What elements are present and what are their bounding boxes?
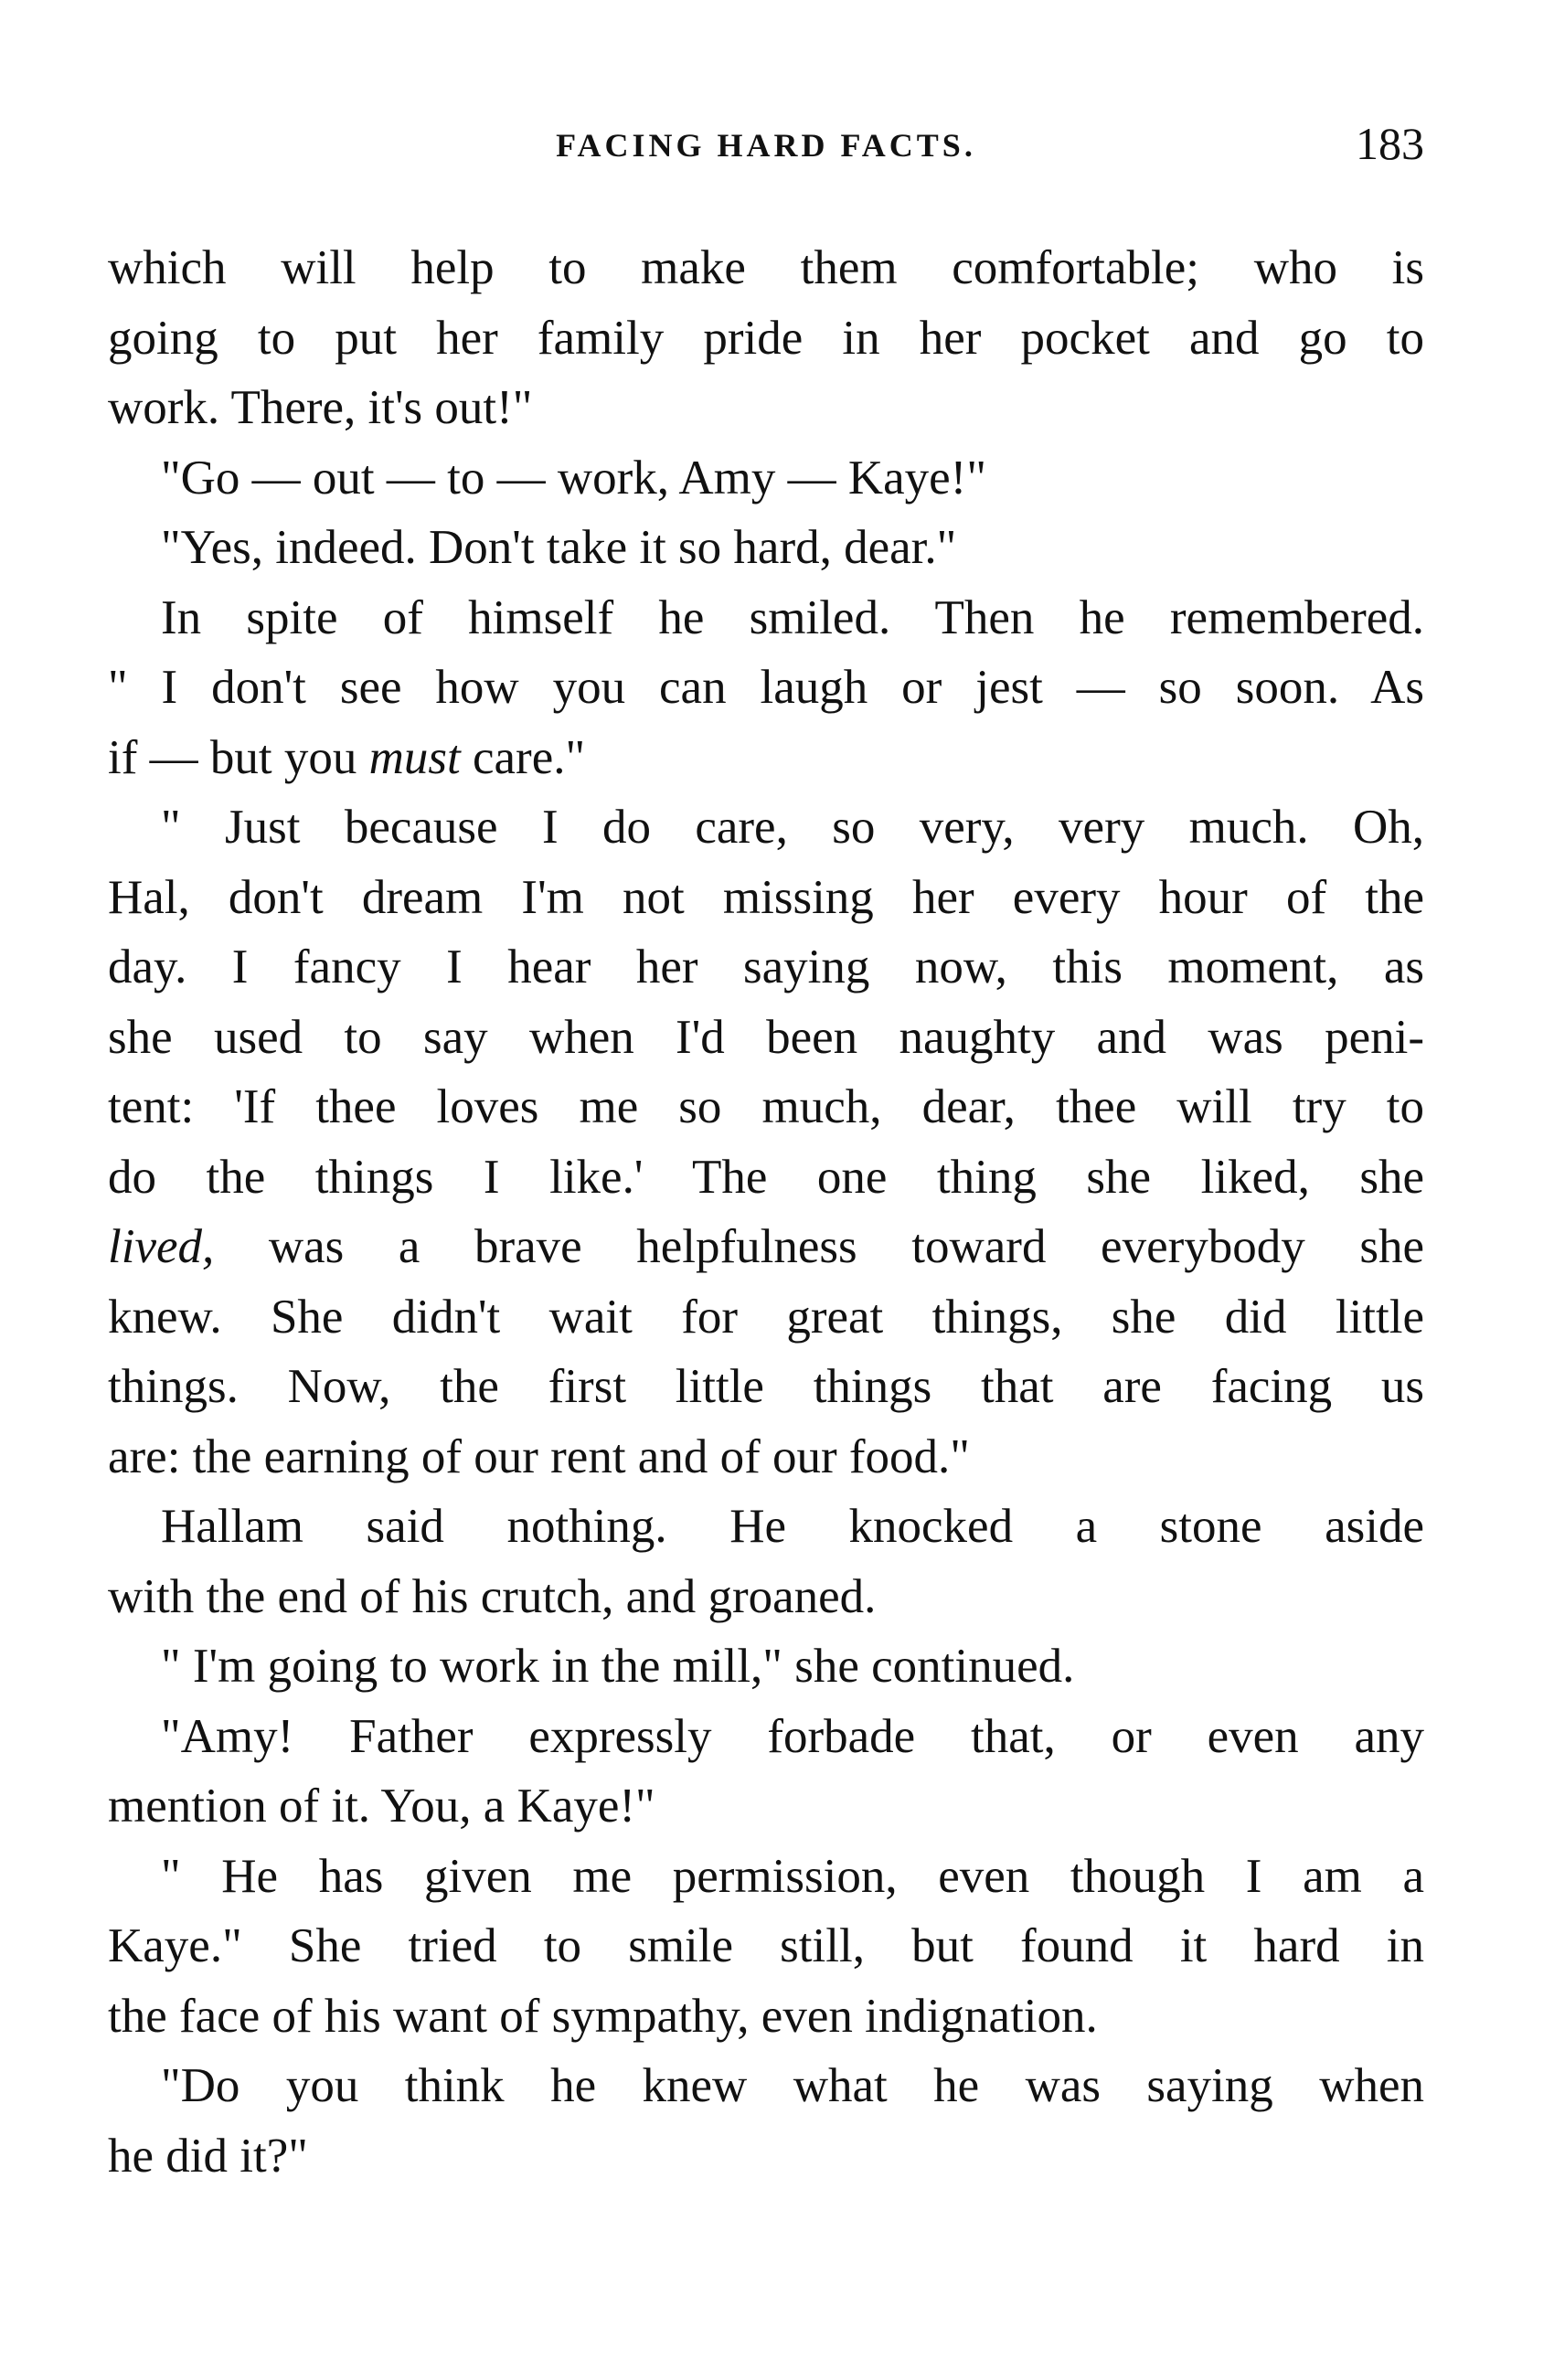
text-line: " Just because I do care, so very, very much. Oh, — [161, 801, 1424, 854]
italic-word: must — [368, 730, 461, 784]
text-line: he did it?" — [108, 2129, 308, 2183]
body-text — [108, 233, 1424, 2191]
text-line: mention of it. You, a Kaye!" — [108, 1780, 655, 1833]
text-line: Kaye." She tried to smile still, but found it hard in — [108, 1919, 1424, 1972]
text-line: "Do you think he knew what he was saying when — [161, 2059, 1424, 2112]
text-line: In spite of himself he smiled. Then he remembered. — [161, 590, 1424, 644]
text-line-with-italic — [108, 723, 1424, 793]
text-segment: if — but you — [108, 730, 369, 784]
text-line: day. I fancy I hear her saying now, this moment, as — [108, 940, 1424, 993]
page-header — [108, 117, 1424, 172]
text-line: which will help to make them comfortable; who is — [108, 241, 1424, 294]
text-segment: care." — [460, 730, 586, 784]
text-line: Hallam said nothing. He knocked a stone aside — [161, 1500, 1424, 1553]
text-line: " He has given me permission, even though I am a — [161, 1849, 1424, 1903]
text-line: " I don't see how you can laugh or jest — so soon. As — [108, 661, 1424, 714]
text-line: Hal, don't dream I'm not missing her every hour of the — [108, 870, 1424, 924]
italic-word: lived, — [108, 1220, 215, 1273]
text-line: things. Now, the first little things that are facing us — [108, 1360, 1424, 1413]
text-line: do the things I like.' The one thing she liked, she — [108, 1150, 1424, 1204]
text-line: "Amy! Father expressly forbade that, or even any — [161, 1709, 1424, 1763]
text-line: "Yes, indeed. Don't take it so hard, dear." — [161, 521, 957, 574]
text-line: the face of his want of sympathy, even indignation. — [108, 1989, 1098, 2043]
text-line: work. There, it's out!" — [108, 381, 533, 434]
page-number: 183 — [1356, 118, 1424, 169]
text-line: "Go — out — to — work, Amy — Kaye!" — [161, 451, 986, 505]
text-line: knew. She didn't wait for great things, she did little — [108, 1290, 1424, 1344]
text-line: are: the earning of our rent and of our food." — [108, 1429, 970, 1483]
running-title: FACING HARD FACTS. — [556, 127, 976, 164]
text-line: tent: 'If thee loves me so much, dear, thee will try to — [108, 1080, 1424, 1133]
text-line: going to put her family pride in her pocket and go to — [108, 311, 1424, 365]
text-line: with the end of his crutch, and groaned. — [108, 1569, 877, 1623]
text-segment: was a brave helpfulness toward everybody she — [214, 1220, 1424, 1273]
text-line: she used to say when I'd been naughty and was peni- — [108, 1010, 1424, 1064]
text-line-with-italic — [108, 1212, 1424, 1282]
text-line: " I'm going to work in the mill," she continued. — [161, 1640, 1075, 1693]
